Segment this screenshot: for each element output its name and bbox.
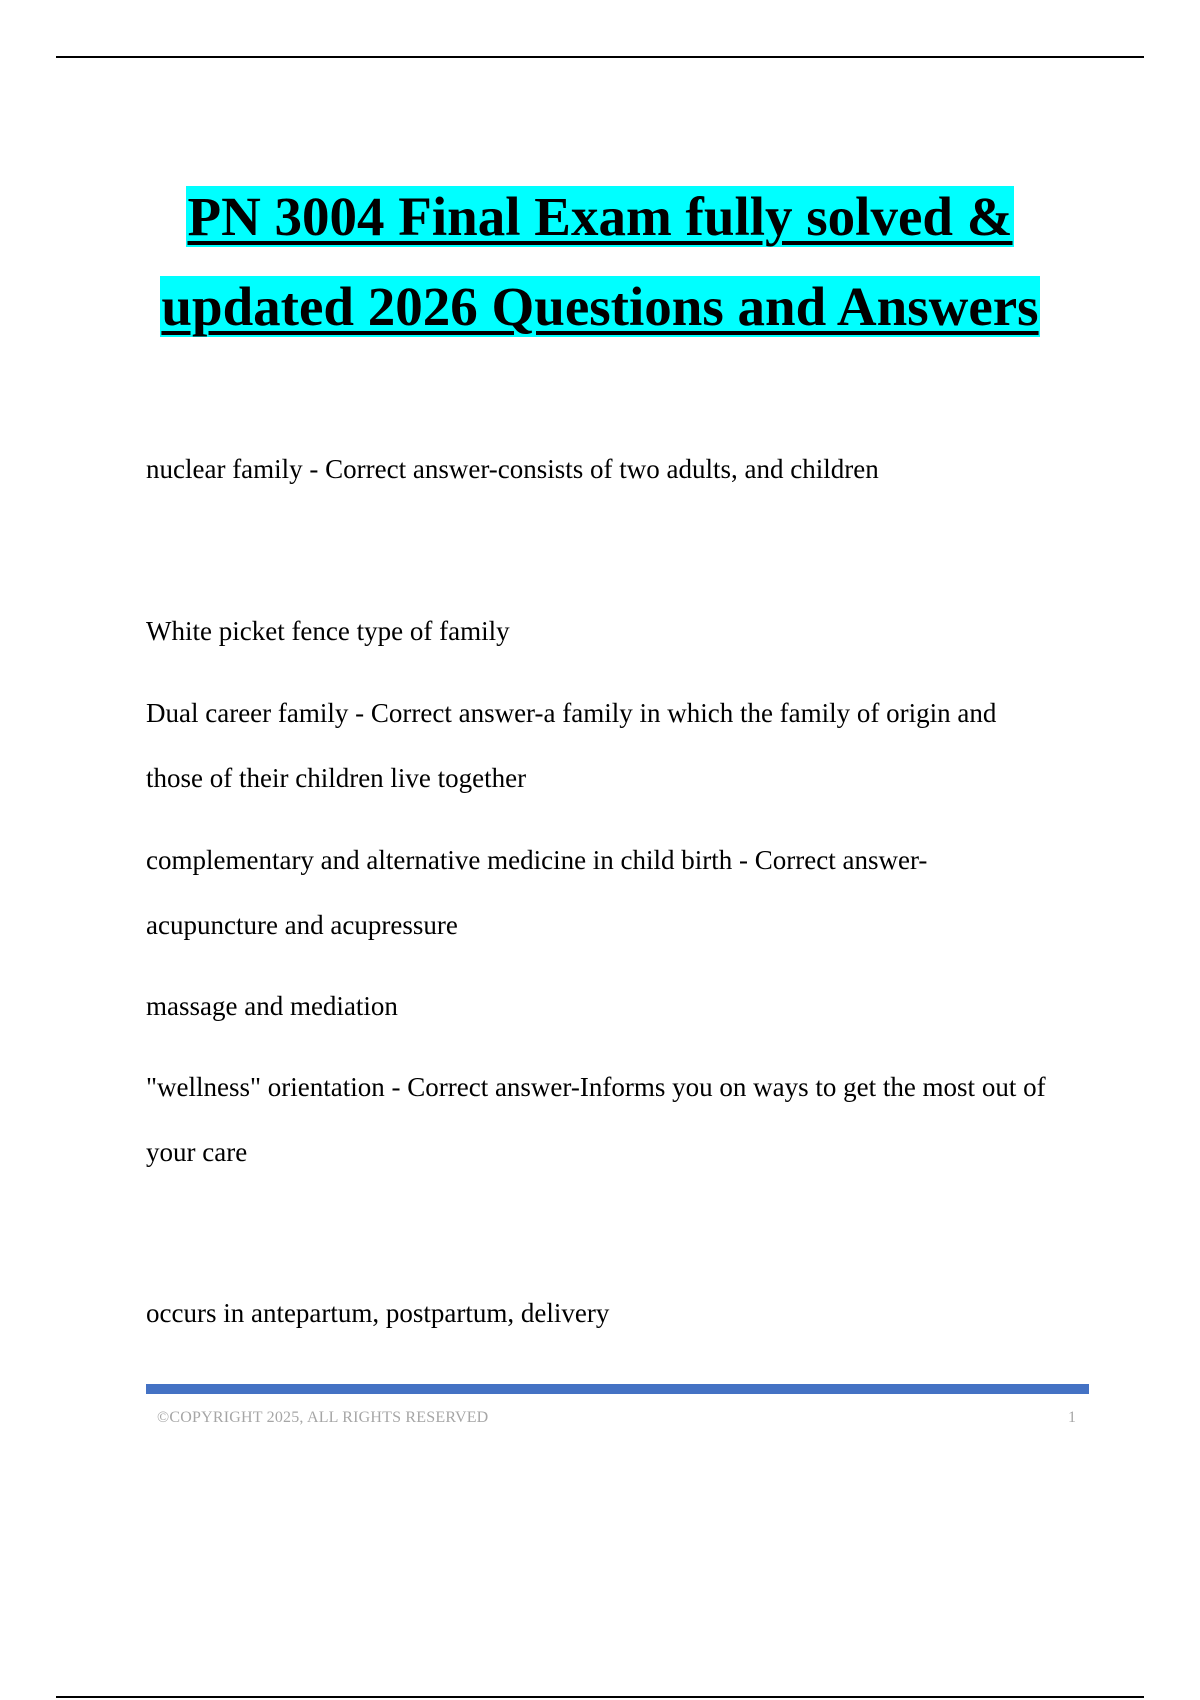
qa-paragraph-cam-childbirth [146, 828, 1096, 958]
title-line-1: PN 3004 Final Exam fully solved & [187, 186, 1013, 247]
paragraph-line: "wellness" orientation - Correct answer-Informs you on ways to get the most out of [146, 1072, 1046, 1102]
paragraph-line: acupuncture and acupressure [146, 910, 458, 940]
document-title [0, 172, 1200, 352]
bottom-rule [56, 1696, 1144, 1698]
qa-paragraph-occurs [146, 1281, 1096, 1346]
title-line-2: updated 2026 Questions and Answers [161, 276, 1039, 337]
qa-paragraph-white-picket [146, 599, 1096, 664]
footer-page-number: 1 [1068, 1409, 1076, 1426]
paragraph-line: Dual career family - Correct answer-a family in which the family of origin and [146, 698, 997, 728]
paragraph-line: those of their children live together [146, 763, 527, 793]
qa-paragraph-massage [146, 974, 1096, 1039]
qa-paragraph-nuclear-family [146, 437, 1096, 502]
footer-copyright: ©COPYRIGHT 2025, ALL RIGHTS RESERVED [157, 1409, 489, 1426]
footer-bar [146, 1384, 1089, 1394]
qa-paragraph-wellness [146, 1055, 1096, 1185]
paragraph-line: nuclear family - Correct answer-consists of two adults, and children [146, 454, 879, 484]
paragraph-line: occurs in antepartum, postpartum, delivery [146, 1298, 610, 1328]
paragraph-line: your care [146, 1137, 248, 1167]
paragraph-line: massage and mediation [146, 991, 398, 1021]
paragraph-line: White picket fence type of family [146, 616, 510, 646]
paragraph-line: complementary and alternative medicine in child birth - Correct answer- [146, 845, 928, 875]
top-rule [56, 56, 1144, 58]
qa-paragraph-dual-career [146, 681, 1096, 811]
